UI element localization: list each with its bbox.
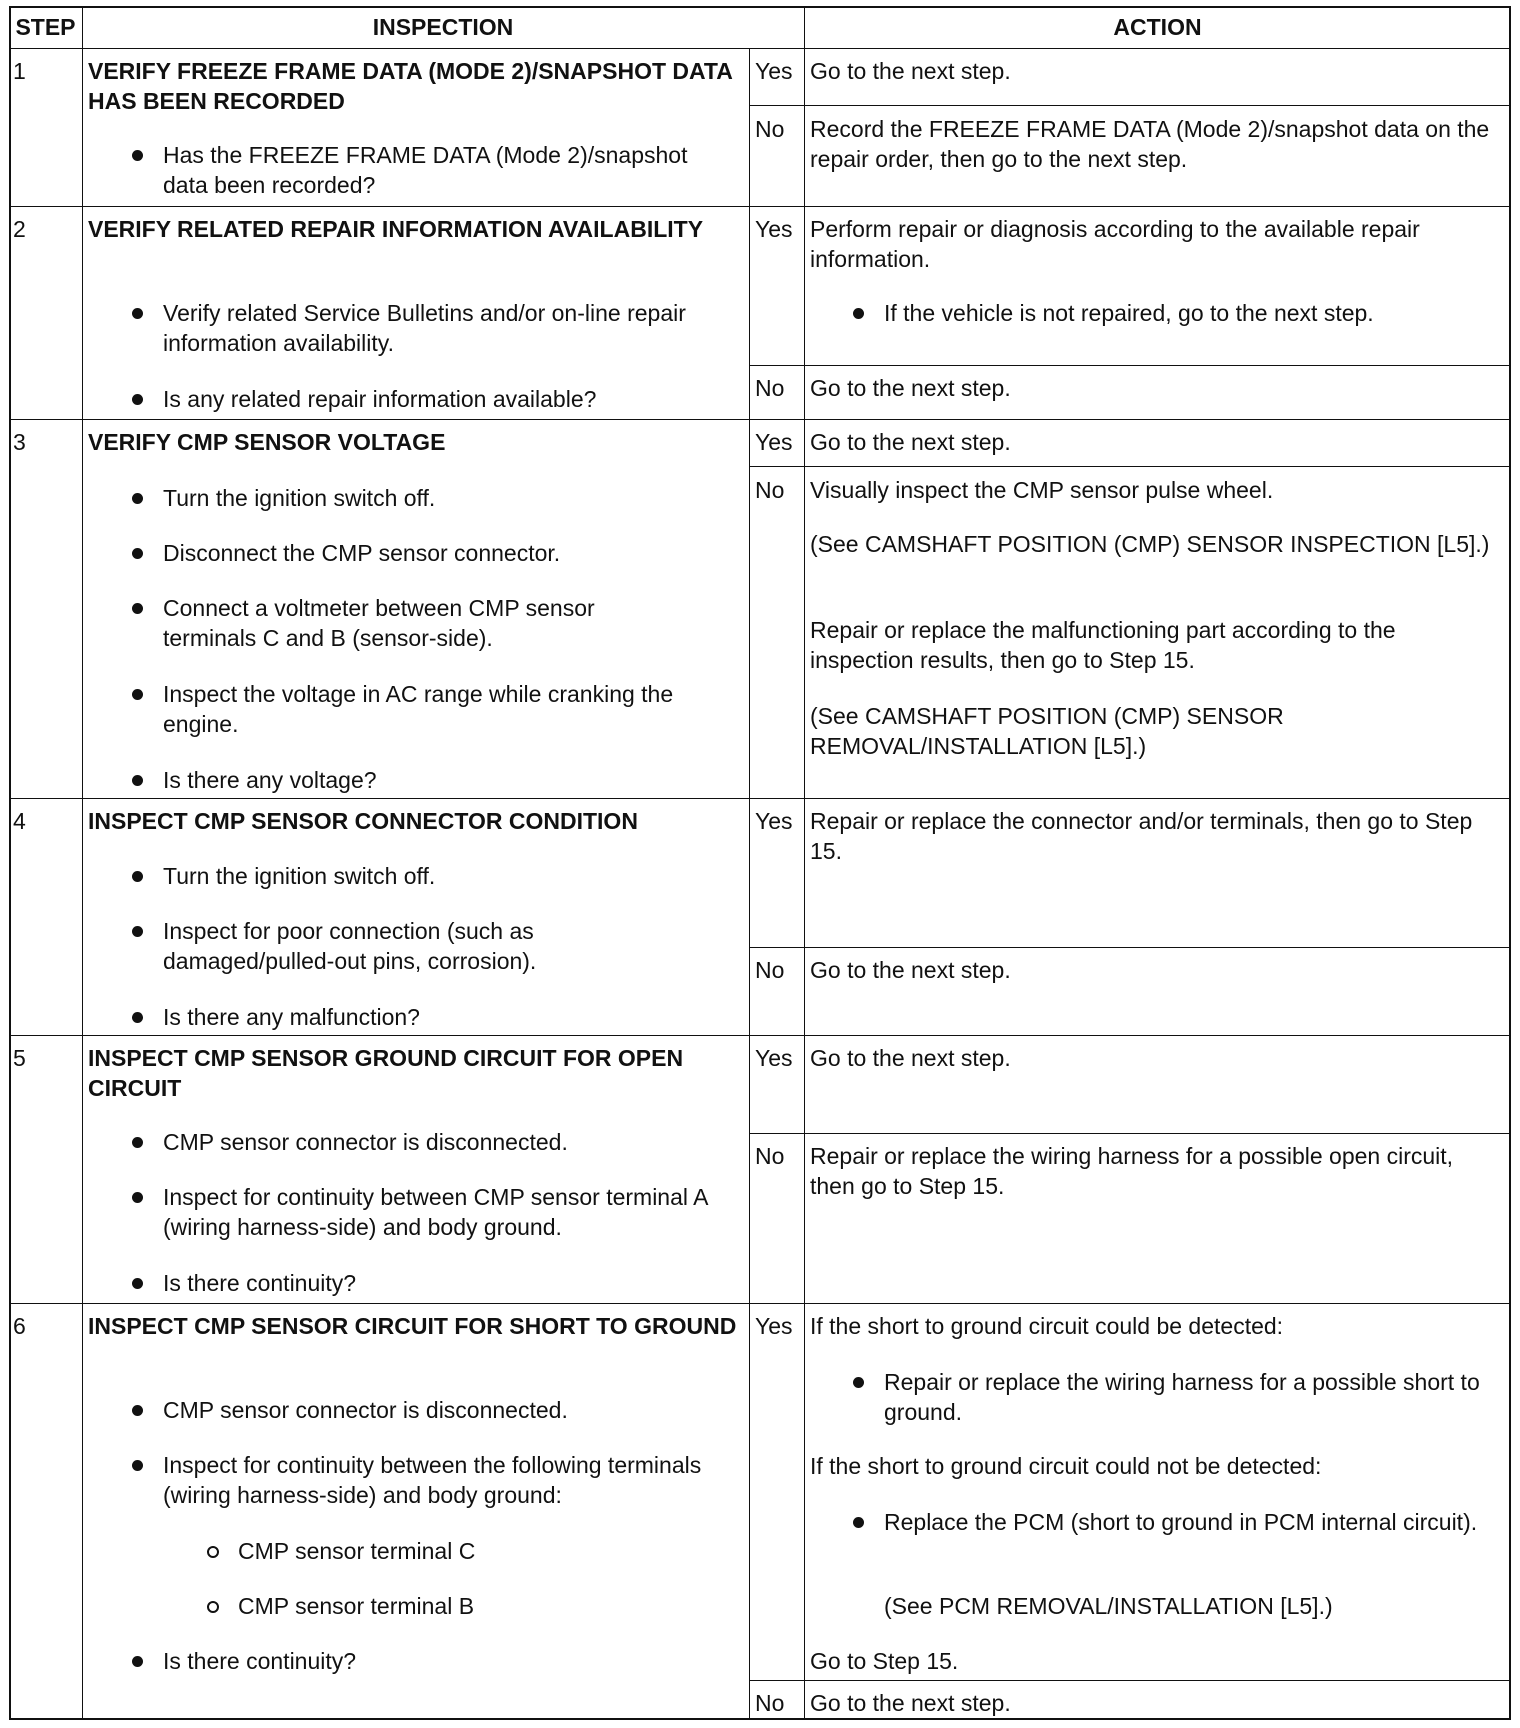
action-text: Replace the PCM (short to ground in PCM internal circuit). — [884, 1509, 1478, 1535]
action-text: (See CAMSHAFT POSITION (CMP) SENSOR INSPECTION [L5].) — [810, 531, 1490, 557]
action-text: Visually inspect the CMP sensor pulse wheel. — [810, 477, 1274, 503]
header-divider — [9, 48, 1511, 49]
yes-label: Yes — [755, 216, 793, 242]
action-text: (See PCM REMOVAL/INSTALLATION [L5].) — [884, 1593, 1333, 1619]
action-text: If the short to ground circuit could not be detected: — [810, 1453, 1322, 1479]
row-divider — [9, 419, 1511, 420]
action-text: If the short to ground circuit could be detected: — [810, 1313, 1284, 1339]
bullet-icon — [132, 150, 143, 161]
inspection-item: Is there continuity? — [163, 1648, 357, 1674]
inspection-item: CMP sensor connector is disconnected. — [163, 1397, 568, 1423]
bullet-icon — [132, 689, 143, 700]
yes-no-divider — [749, 365, 1511, 366]
action-text: Go to Step 15. — [810, 1648, 959, 1674]
action-text: Go to the next step. — [810, 375, 1011, 401]
inspection-item: Disconnect the CMP sensor connector. — [163, 540, 561, 566]
bullet-icon — [132, 926, 143, 937]
step-number: 3 — [13, 429, 26, 455]
bullet-icon — [132, 1012, 143, 1023]
row-divider — [9, 1303, 1511, 1304]
bullet-icon — [132, 308, 143, 319]
yes-label: Yes — [755, 429, 793, 455]
step-title: INSPECT CMP SENSOR CIRCUIT FOR SHORT TO GROUND — [88, 1313, 737, 1339]
inspection-item: Turn the ignition switch off. — [163, 863, 436, 889]
step-number: 2 — [13, 216, 26, 242]
yes-no-divider — [749, 466, 1511, 467]
action-text: Go to the next step. — [810, 429, 1011, 455]
no-label: No — [755, 375, 785, 401]
action-text: If the vehicle is not repaired, go to the next step. — [884, 300, 1374, 326]
yes-no-divider — [749, 1133, 1511, 1134]
bullet-icon — [132, 1405, 143, 1416]
inspection-item: Inspect for continuity between CMP sensor terminal A (wiring harness-side) and body ground. — [163, 1184, 708, 1240]
header-inspection: INSPECTION — [372, 14, 514, 40]
action-text: Go to the next step. — [810, 58, 1011, 84]
row-divider — [9, 206, 1511, 207]
step-title: INSPECT CMP SENSOR CONNECTOR CONDITION — [88, 808, 638, 834]
bullet-icon — [132, 548, 143, 559]
bullet-icon — [853, 1377, 864, 1388]
inspection-item: Inspect the voltage in AC range while cranking the engine. — [163, 681, 674, 737]
bullet-icon — [132, 1460, 143, 1471]
action-text: Repair or replace the connector and/or terminals, then go to Step 15. — [810, 808, 1473, 864]
inspection-item: CMP sensor connector is disconnected. — [163, 1129, 568, 1155]
inspection-item: Turn the ignition switch off. — [163, 485, 436, 511]
bullet-icon — [853, 1517, 864, 1528]
yes-no-divider — [749, 947, 1511, 948]
inspection-item: Is any related repair information available? — [163, 386, 597, 412]
bullet-icon — [132, 1656, 143, 1667]
inspection-item: Inspect for poor connection (such as damaged/pulled-out pins, corrosion). — [163, 918, 537, 974]
action-text: Go to the next step. — [810, 1690, 1011, 1716]
inspection-item: Is there any malfunction? — [163, 1004, 420, 1030]
inspection-item: Verify related Service Bulletins and/or on-line repair information availability. — [163, 300, 686, 356]
bullet-icon — [132, 1137, 143, 1148]
step-number: 1 — [13, 58, 26, 84]
header-action: ACTION — [1113, 14, 1202, 40]
circle-bullet-icon — [207, 1601, 219, 1613]
step-title: VERIFY FREEZE FRAME DATA (MODE 2)/SNAPSHOT DATA HAS BEEN RECORDED — [88, 58, 733, 114]
column-divider — [82, 6, 83, 1720]
no-label: No — [755, 477, 785, 503]
step-title: INSPECT CMP SENSOR GROUND CIRCUIT FOR OPEN CIRCUIT — [88, 1045, 684, 1101]
action-text: Perform repair or diagnosis according to the available repair information. — [810, 216, 1420, 272]
bullet-icon — [132, 775, 143, 786]
step-number: 5 — [13, 1045, 26, 1071]
yes-label: Yes — [755, 1313, 793, 1339]
row-divider — [9, 1035, 1511, 1036]
action-text: Record the FREEZE FRAME DATA (Mode 2)/snapshot data on the repair order, then go to the next step. — [810, 116, 1490, 172]
inspection-item: Is there continuity? — [163, 1270, 357, 1296]
action-text: Go to the next step. — [810, 957, 1011, 983]
no-label: No — [755, 1143, 785, 1169]
yes-label: Yes — [755, 1045, 793, 1071]
step-number: 4 — [13, 808, 26, 834]
no-label: No — [755, 957, 785, 983]
step-title: VERIFY CMP SENSOR VOLTAGE — [88, 429, 446, 455]
inspection-item: Inspect for continuity between the following terminals (wiring harness-side) and body ground: — [163, 1452, 702, 1508]
bullet-icon — [132, 493, 143, 504]
no-label: No — [755, 116, 785, 142]
bullet-icon — [132, 871, 143, 882]
column-divider — [749, 48, 750, 1720]
inspection-subitem: CMP sensor terminal C — [238, 1538, 476, 1564]
action-text: Repair or replace the wiring harness for a possible open circuit, then go to Step 15. — [810, 1143, 1454, 1199]
inspection-item: Is there any voltage? — [163, 767, 377, 793]
inspection-item: Connect a voltmeter between CMP sensor terminals C and B (sensor-side). — [163, 595, 595, 651]
bullet-icon — [132, 603, 143, 614]
bullet-icon — [132, 1278, 143, 1289]
bullet-icon — [853, 308, 864, 319]
yes-no-divider — [749, 1680, 1511, 1681]
bullet-icon — [132, 1192, 143, 1203]
inspection-item: Has the FREEZE FRAME DATA (Mode 2)/snapshot data been recorded? — [163, 142, 688, 198]
action-text: Go to the next step. — [810, 1045, 1011, 1071]
column-divider — [804, 6, 805, 1720]
yes-label: Yes — [755, 58, 793, 84]
action-text: Repair or replace the malfunctioning part according to the inspection results, then go to Step 15. — [810, 617, 1396, 673]
circle-bullet-icon — [207, 1546, 219, 1558]
action-text: Repair or replace the wiring harness for a possible short to ground. — [884, 1369, 1480, 1425]
no-label: No — [755, 1690, 785, 1716]
inspection-subitem: CMP sensor terminal B — [238, 1593, 475, 1619]
header-step: STEP — [15, 14, 76, 40]
yes-label: Yes — [755, 808, 793, 834]
yes-no-divider — [749, 105, 1511, 106]
step-title: VERIFY RELATED REPAIR INFORMATION AVAILABILITY — [88, 216, 704, 242]
row-divider — [9, 798, 1511, 799]
action-text: (See CAMSHAFT POSITION (CMP) SENSOR REMOVAL/INSTALLATION [L5].) — [810, 703, 1284, 759]
step-number: 6 — [13, 1313, 26, 1339]
bullet-icon — [132, 394, 143, 405]
